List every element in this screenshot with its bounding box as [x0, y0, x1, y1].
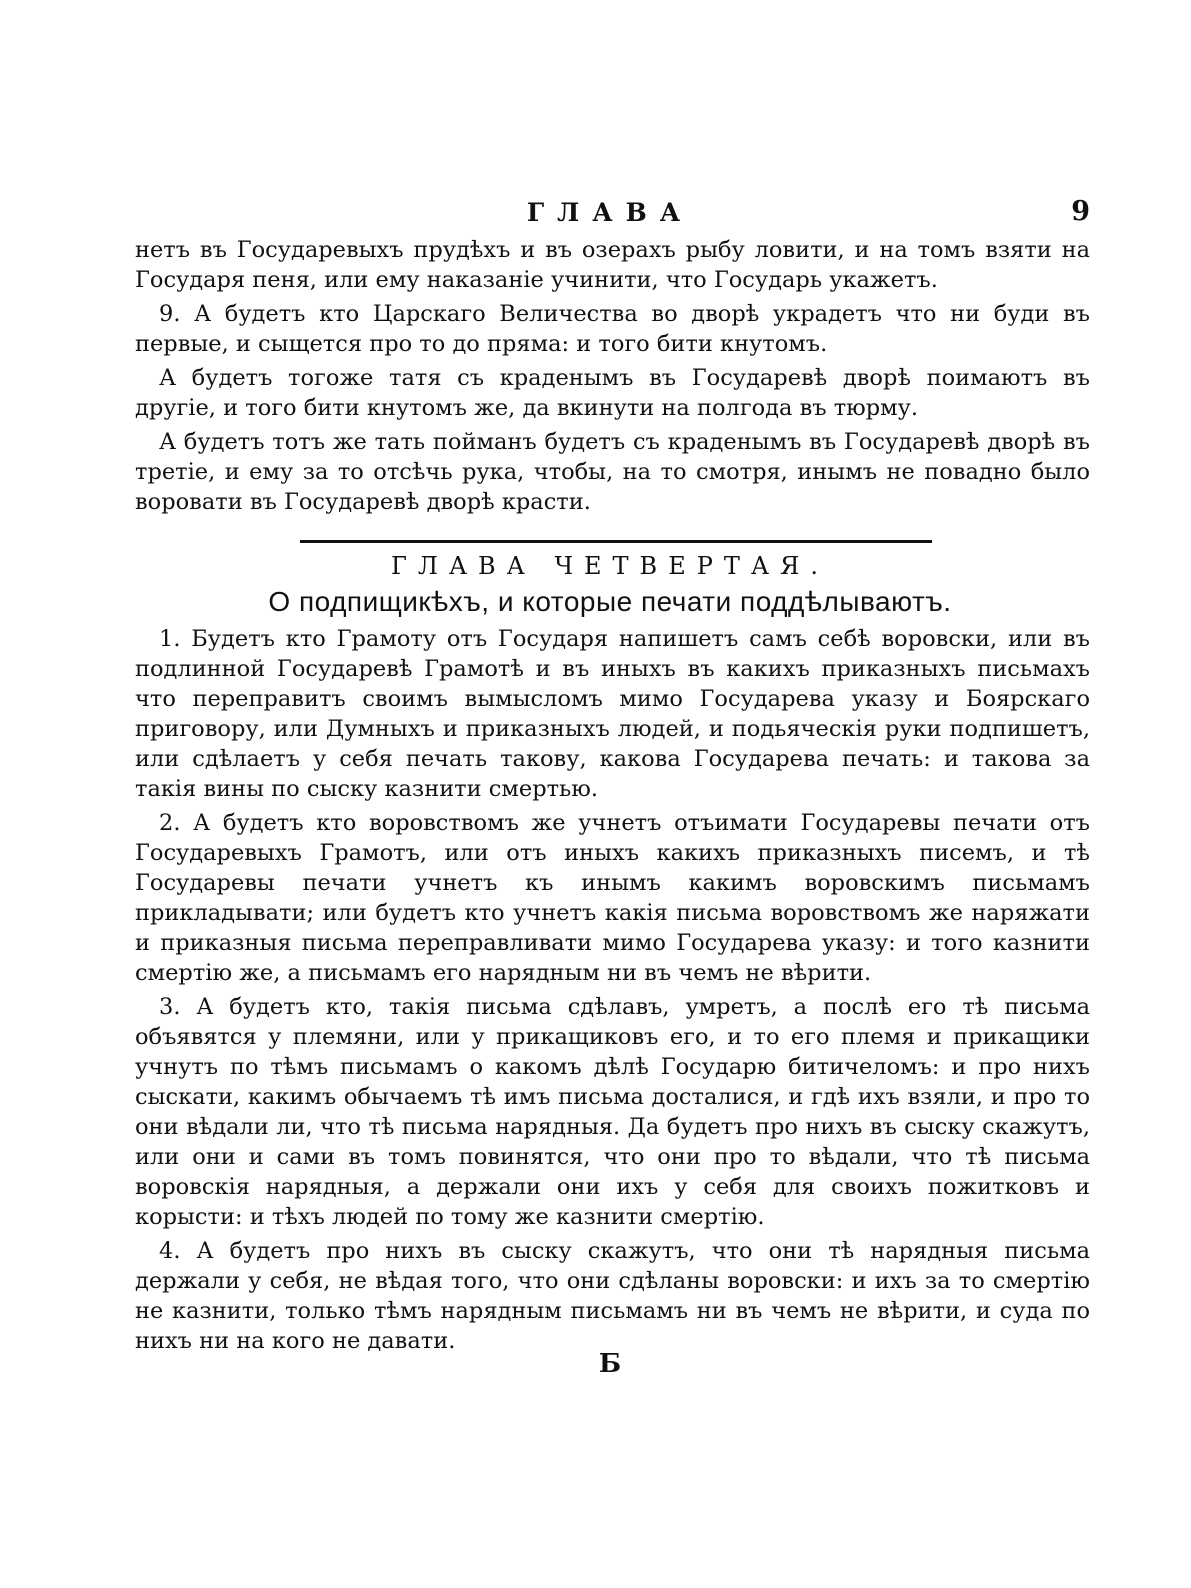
article-9: 9. А будетъ кто Царскаго Величества во дворѣ украдетъ что ни буди въ первые, и сыщется про то до пряма: и того бити кнутомъ. [135, 301, 1090, 357]
article-9-third-offense: А будетъ тотъ же тать пойманъ будетъ съ краденымъ въ Государевѣ дворѣ въ третіе, и ему за то отсѣчь рука, чтобы, на то смотря, инымъ не повадно было воровати въ Государевѣ дворѣ красти. [135, 429, 1090, 515]
chapter-four-text [135, 624, 1090, 1360]
chapter-heading: ГЛАВА ЧЕТВЕРТАЯ. [390, 552, 830, 580]
printer-signature-mark: Б [598, 1349, 622, 1379]
running-head [130, 198, 1090, 234]
article-3: 3. А будетъ кто, такія письма сдѣлавъ, умретъ, а послѣ его тѣ письма объявятся у племяни, или у прикащиковъ его, и то его племя и прикащики учнутъ по тѣмъ письмамъ о какомъ дѣлѣ Государю битичеломъ: и про нихъ сыскати, какимъ обычаемъ тѣ имъ письма досталися, и гдѣ ихъ взяли, и про то они вѣдали ли, что тѣ письма нарядныя. Да будетъ про нихъ въ сыску скажутъ, или они и сами въ томъ повинятся, что они про то вѣдали, что тѣ письма воровскія нарядныя, а держали они ихъ у себя для своихъ пожитковъ и корысти: и тѣхъ людей по тому же казнити смертію. [135, 994, 1090, 1230]
article-9-second-offense: А будетъ тогоже татя съ краденымъ въ Государевѣ дворѣ поимаютъ въ другіе, и того бити кнутомъ же, да вкинути на полгода въ тюрму. [135, 365, 1090, 421]
continued-chapter-text [135, 235, 1090, 521]
page-number: 9 [1071, 196, 1090, 227]
running-title: ГЛАВА [526, 198, 694, 227]
article-1: 1. Будетъ кто Грамоту отъ Государя напишетъ самъ себѣ воровски, или въ подлинной Государевѣ Грамотѣ и въ иныхъ въ какихъ приказныхъ письмахъ что переправитъ своимъ вымысломъ мимо Государева указу и Боярскаго приговору, или Думныхъ и приказныхъ людей, и подьяческія руки подпишетъ, или сдѣлаетъ у себя печать такову, какова Государева печать: и такова за такія вины по сыску казнити смертью. [135, 626, 1090, 802]
paragraph-continuation: нетъ въ Государевыхъ прудѣхъ и въ озерахъ рыбу ловити, и на томъ взяти на Государя пеня, или ему наказаніе учинити, что Государь укажетъ. [135, 237, 1090, 293]
article-2: 2. А будетъ кто воровствомъ же учнетъ отъимати Государевы печати отъ Государевыхъ Грамотъ, или отъ иныхъ какихъ приказныхъ писемъ, и тѣ Государевы печати учнетъ къ инымъ какимъ воровскимъ письмамъ прикладывати; или будетъ кто учнетъ какія письма воровствомъ же наряжати и приказныя письма переправливати мимо Государева указу: и того казнити смертію же, а письмамъ его нарядным ни въ чемъ не вѣрити. [135, 810, 1090, 986]
article-4: 4. А будетъ про нихъ въ сыску скажутъ, что они тѣ нарядныя письма держали у себя, не вѣдая того, что они сдѣланы воровски: и ихъ за то смертію не казнити, только тѣмъ нарядным письмамъ ни въ чемъ не вѣрити, и суда по нихъ ни на кого не давати. [135, 1238, 1090, 1354]
section-divider [300, 540, 932, 543]
chapter-subtitle: О подпищикѣхъ, и которые печати поддѣлываютъ. [268, 586, 952, 617]
